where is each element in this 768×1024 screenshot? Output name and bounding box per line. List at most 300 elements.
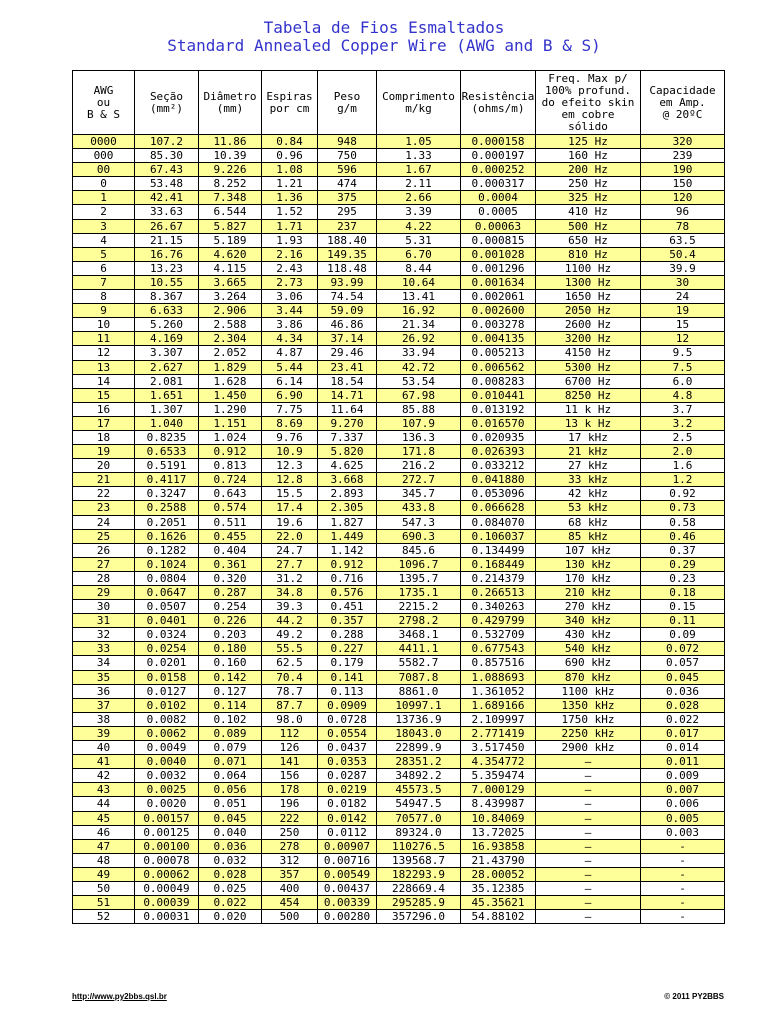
table-row bbox=[73, 402, 725, 416]
cell-freq-max: – bbox=[536, 853, 641, 867]
cell-diametro: 1.024 bbox=[199, 430, 262, 444]
cell-awg: 4 bbox=[73, 233, 135, 247]
cell-comprimento: 6.70 bbox=[377, 247, 461, 261]
cell-espiras: 312 bbox=[262, 853, 318, 867]
cell-awg: 37 bbox=[73, 698, 135, 712]
cell-freq-max: 27 kHz bbox=[536, 459, 641, 473]
cell-awg: 52 bbox=[73, 910, 135, 924]
cell-resistencia: 1.361052 bbox=[461, 684, 536, 698]
cell-comprimento: 7087.8 bbox=[377, 670, 461, 684]
table-row bbox=[73, 332, 725, 346]
table-row bbox=[73, 628, 725, 642]
cell-awg: 6 bbox=[73, 261, 135, 275]
cell-freq-max: 430 kHz bbox=[536, 628, 641, 642]
cell-freq-max: 2250 kHz bbox=[536, 726, 641, 740]
cell-awg: 1 bbox=[73, 191, 135, 205]
cell-awg: 17 bbox=[73, 416, 135, 430]
cell-awg: 28 bbox=[73, 571, 135, 585]
cell-resistencia: 0.000197 bbox=[461, 149, 536, 163]
cell-comprimento: 845.6 bbox=[377, 543, 461, 557]
cell-capacidade: 0.003 bbox=[641, 825, 725, 839]
cell-resistencia: 0.000252 bbox=[461, 163, 536, 177]
cell-diametro: 0.045 bbox=[199, 811, 262, 825]
cell-diametro: 0.142 bbox=[199, 670, 262, 684]
cell-resistencia: 1.689166 bbox=[461, 698, 536, 712]
cell-secao: 0.0025 bbox=[135, 783, 199, 797]
cell-peso: 0.00716 bbox=[318, 853, 377, 867]
cell-peso: 29.46 bbox=[318, 346, 377, 360]
cell-comprimento: 18043.0 bbox=[377, 726, 461, 740]
table-row bbox=[73, 515, 725, 529]
cell-diametro: 0.724 bbox=[199, 473, 262, 487]
cell-capacidade: 320 bbox=[641, 135, 725, 149]
cell-espiras: 2.43 bbox=[262, 261, 318, 275]
cell-resistencia: 7.000129 bbox=[461, 783, 536, 797]
header-line: em Amp. bbox=[659, 95, 706, 109]
cell-espiras: 1.52 bbox=[262, 205, 318, 219]
cell-awg: 21 bbox=[73, 473, 135, 487]
cell-comprimento: 272.7 bbox=[377, 473, 461, 487]
cell-peso: 0.716 bbox=[318, 571, 377, 585]
cell-espiras: 6.14 bbox=[262, 374, 318, 388]
cell-freq-max: 690 kHz bbox=[536, 656, 641, 670]
cell-diametro: 0.025 bbox=[199, 881, 262, 895]
cell-comprimento: 13736.9 bbox=[377, 712, 461, 726]
header-line: (mm²) bbox=[149, 101, 184, 115]
cell-awg: 47 bbox=[73, 839, 135, 853]
cell-peso: 295 bbox=[318, 205, 377, 219]
cell-secao: 26.67 bbox=[135, 219, 199, 233]
table-row bbox=[73, 712, 725, 726]
cell-resistencia: 0.026393 bbox=[461, 445, 536, 459]
cell-diametro: 11.86 bbox=[199, 135, 262, 149]
cell-awg: 0 bbox=[73, 177, 135, 191]
table-row bbox=[73, 867, 725, 881]
cell-diametro: 0.203 bbox=[199, 628, 262, 642]
cell-capacidade: 3.7 bbox=[641, 402, 725, 416]
footer-copyright: © 2011 PY2BBS bbox=[664, 992, 724, 1001]
cell-peso: 0.912 bbox=[318, 557, 377, 571]
cell-peso: 0.0909 bbox=[318, 698, 377, 712]
cell-secao: 4.169 bbox=[135, 332, 199, 346]
cell-awg: 41 bbox=[73, 755, 135, 769]
cell-freq-max: 4150 Hz bbox=[536, 346, 641, 360]
cell-comprimento: 34892.2 bbox=[377, 769, 461, 783]
cell-diametro: 2.304 bbox=[199, 332, 262, 346]
cell-peso: 0.0554 bbox=[318, 726, 377, 740]
cell-freq-max: 21 kHz bbox=[536, 445, 641, 459]
cell-resistencia: 0.002061 bbox=[461, 290, 536, 304]
table-row bbox=[73, 543, 725, 557]
cell-awg: 00 bbox=[73, 163, 135, 177]
cell-comprimento: 2.11 bbox=[377, 177, 461, 191]
cell-diametro: 9.226 bbox=[199, 163, 262, 177]
cell-resistencia: 45.35621 bbox=[461, 896, 536, 910]
header-line: 100% profund. bbox=[544, 83, 632, 97]
cell-secao: 0.0158 bbox=[135, 670, 199, 684]
cell-espiras: 400 bbox=[262, 881, 318, 895]
cell-capacidade: 96 bbox=[641, 205, 725, 219]
header-secao bbox=[135, 71, 199, 135]
cell-freq-max: 11 k Hz bbox=[536, 402, 641, 416]
cell-freq-max: 1100 Hz bbox=[536, 261, 641, 275]
cell-espiras: 12.3 bbox=[262, 459, 318, 473]
cell-comprimento: 171.8 bbox=[377, 445, 461, 459]
header-line: Capacidade bbox=[649, 83, 716, 97]
header-awg bbox=[73, 71, 135, 135]
cell-comprimento: 10.64 bbox=[377, 275, 461, 289]
cell-espiras: 1.36 bbox=[262, 191, 318, 205]
cell-peso: 0.0182 bbox=[318, 797, 377, 811]
cell-freq-max: 13 k Hz bbox=[536, 416, 641, 430]
cell-espiras: 70.4 bbox=[262, 670, 318, 684]
cell-comprimento: 33.94 bbox=[377, 346, 461, 360]
cell-capacidade: 0.09 bbox=[641, 628, 725, 642]
cell-peso: 0.227 bbox=[318, 642, 377, 656]
cell-awg: 40 bbox=[73, 741, 135, 755]
table-row bbox=[73, 642, 725, 656]
header-line: Peso bbox=[333, 89, 361, 103]
table-row bbox=[73, 416, 725, 430]
cell-freq-max: – bbox=[536, 769, 641, 783]
cell-espiras: 17.4 bbox=[262, 501, 318, 515]
cell-freq-max: 68 kHz bbox=[536, 515, 641, 529]
table-row bbox=[73, 783, 725, 797]
cell-capacidade: - bbox=[641, 867, 725, 881]
cell-awg: 44 bbox=[73, 797, 135, 811]
cell-comprimento: 85.88 bbox=[377, 402, 461, 416]
cell-espiras: 9.76 bbox=[262, 430, 318, 444]
cell-capacidade: 0.057 bbox=[641, 656, 725, 670]
header-line: AWG bbox=[93, 83, 114, 97]
footer-link[interactable]: http://www.py2bbs.qsl.br bbox=[72, 992, 167, 1001]
cell-peso: 0.576 bbox=[318, 586, 377, 600]
cell-espiras: 55.5 bbox=[262, 642, 318, 656]
cell-peso: 9.270 bbox=[318, 416, 377, 430]
cell-freq-max: 650 Hz bbox=[536, 233, 641, 247]
cell-capacidade: 2.5 bbox=[641, 430, 725, 444]
cell-secao: 67.43 bbox=[135, 163, 199, 177]
cell-resistencia: 0.001296 bbox=[461, 261, 536, 275]
cell-comprimento: 357296.0 bbox=[377, 910, 461, 924]
table-row bbox=[73, 247, 725, 261]
cell-diametro: 5.827 bbox=[199, 219, 262, 233]
cell-diametro: 1.829 bbox=[199, 360, 262, 374]
cell-diametro: 0.032 bbox=[199, 853, 262, 867]
cell-awg: 8 bbox=[73, 290, 135, 304]
cell-capacidade: 50.4 bbox=[641, 247, 725, 261]
header-line: sólido bbox=[568, 119, 608, 133]
cell-secao: 0.0032 bbox=[135, 769, 199, 783]
cell-comprimento: 70577.0 bbox=[377, 811, 461, 825]
cell-diametro: 0.912 bbox=[199, 445, 262, 459]
cell-peso: 149.35 bbox=[318, 247, 377, 261]
table-row bbox=[73, 290, 725, 304]
cell-secao: 0.0102 bbox=[135, 698, 199, 712]
cell-peso: 0.179 bbox=[318, 656, 377, 670]
cell-freq-max: 2050 Hz bbox=[536, 304, 641, 318]
cell-capacidade: - bbox=[641, 839, 725, 853]
cell-peso: 0.0287 bbox=[318, 769, 377, 783]
cell-capacidade: 78 bbox=[641, 219, 725, 233]
cell-peso: 0.0353 bbox=[318, 755, 377, 769]
cell-peso: 1.827 bbox=[318, 515, 377, 529]
cell-freq-max: 410 Hz bbox=[536, 205, 641, 219]
cell-freq-max: – bbox=[536, 825, 641, 839]
cell-freq-max: 3200 Hz bbox=[536, 332, 641, 346]
table-header-row bbox=[73, 71, 725, 135]
table-row bbox=[73, 529, 725, 543]
cell-diametro: 7.348 bbox=[199, 191, 262, 205]
cell-espiras: 34.8 bbox=[262, 586, 318, 600]
cell-resistencia: 0.0004 bbox=[461, 191, 536, 205]
cell-capacidade: 0.46 bbox=[641, 529, 725, 543]
cell-comprimento: 5.31 bbox=[377, 233, 461, 247]
cell-capacidade: 0.009 bbox=[641, 769, 725, 783]
cell-capacidade: 0.006 bbox=[641, 797, 725, 811]
header-line: m/kg bbox=[405, 101, 432, 115]
cell-secao: 0.00157 bbox=[135, 811, 199, 825]
table-row bbox=[73, 318, 725, 332]
cell-freq-max: 6700 Hz bbox=[536, 374, 641, 388]
cell-secao: 0.00062 bbox=[135, 867, 199, 881]
cell-awg: 36 bbox=[73, 684, 135, 698]
cell-peso: 0.288 bbox=[318, 628, 377, 642]
table-row bbox=[73, 430, 725, 444]
cell-freq-max: 540 kHz bbox=[536, 642, 641, 656]
cell-comprimento: 8861.0 bbox=[377, 684, 461, 698]
cell-peso: 0.00549 bbox=[318, 867, 377, 881]
cell-diametro: 2.052 bbox=[199, 346, 262, 360]
cell-secao: 0.0020 bbox=[135, 797, 199, 811]
cell-espiras: 4.34 bbox=[262, 332, 318, 346]
cell-diametro: 0.455 bbox=[199, 529, 262, 543]
header-peso bbox=[318, 71, 377, 135]
cell-peso: 474 bbox=[318, 177, 377, 191]
cell-freq-max: 870 kHz bbox=[536, 670, 641, 684]
table-row bbox=[73, 149, 725, 163]
cell-peso: 750 bbox=[318, 149, 377, 163]
cell-espiras: 2.73 bbox=[262, 275, 318, 289]
cell-freq-max: 85 kHz bbox=[536, 529, 641, 543]
cell-comprimento: 136.3 bbox=[377, 430, 461, 444]
cell-resistencia: 3.517450 bbox=[461, 741, 536, 755]
cell-espiras: 126 bbox=[262, 741, 318, 755]
cell-freq-max: – bbox=[536, 867, 641, 881]
cell-comprimento: 1.33 bbox=[377, 149, 461, 163]
cell-espiras: 222 bbox=[262, 811, 318, 825]
cell-diametro: 0.051 bbox=[199, 797, 262, 811]
cell-peso: 3.668 bbox=[318, 473, 377, 487]
cell-espiras: 196 bbox=[262, 797, 318, 811]
header-line: Resistência bbox=[461, 89, 535, 103]
cell-secao: 53.48 bbox=[135, 177, 199, 191]
cell-resistencia: 0.532709 bbox=[461, 628, 536, 642]
cell-awg: 0000 bbox=[73, 135, 135, 149]
cell-comprimento: 110276.5 bbox=[377, 839, 461, 853]
cell-capacidade: 0.072 bbox=[641, 642, 725, 656]
cell-espiras: 1.08 bbox=[262, 163, 318, 177]
cell-resistencia: 2.109997 bbox=[461, 712, 536, 726]
cell-awg: 33 bbox=[73, 642, 135, 656]
cell-capacidade: 1.2 bbox=[641, 473, 725, 487]
cell-awg: 20 bbox=[73, 459, 135, 473]
cell-awg: 48 bbox=[73, 853, 135, 867]
cell-capacidade: 0.007 bbox=[641, 783, 725, 797]
cell-capacidade: 0.036 bbox=[641, 684, 725, 698]
cell-espiras: 3.86 bbox=[262, 318, 318, 332]
cell-secao: 2.627 bbox=[135, 360, 199, 374]
cell-freq-max: 53 kHz bbox=[536, 501, 641, 515]
cell-awg: 25 bbox=[73, 529, 135, 543]
cell-peso: 948 bbox=[318, 135, 377, 149]
cell-freq-max: 5300 Hz bbox=[536, 360, 641, 374]
cell-resistencia: 0.00063 bbox=[461, 219, 536, 233]
cell-secao: 1.651 bbox=[135, 388, 199, 402]
cell-awg: 12 bbox=[73, 346, 135, 360]
cell-resistencia: 0.134499 bbox=[461, 543, 536, 557]
cell-capacidade: - bbox=[641, 881, 725, 895]
cell-capacidade: 0.58 bbox=[641, 515, 725, 529]
cell-secao: 0.00031 bbox=[135, 910, 199, 924]
cell-awg: 2 bbox=[73, 205, 135, 219]
cell-espiras: 7.75 bbox=[262, 402, 318, 416]
cell-awg: 32 bbox=[73, 628, 135, 642]
table-row bbox=[73, 726, 725, 740]
cell-resistencia: 0.006562 bbox=[461, 360, 536, 374]
cell-secao: 6.633 bbox=[135, 304, 199, 318]
cell-awg: 29 bbox=[73, 586, 135, 600]
cell-freq-max: – bbox=[536, 910, 641, 924]
cell-resistencia: 35.12385 bbox=[461, 881, 536, 895]
cell-capacidade: 24 bbox=[641, 290, 725, 304]
cell-peso: 0.357 bbox=[318, 614, 377, 628]
cell-comprimento: 45573.5 bbox=[377, 783, 461, 797]
cell-espiras: 141 bbox=[262, 755, 318, 769]
cell-espiras: 0.84 bbox=[262, 135, 318, 149]
cell-espiras: 3.06 bbox=[262, 290, 318, 304]
cell-freq-max: 200 Hz bbox=[536, 163, 641, 177]
table-row bbox=[73, 487, 725, 501]
cell-diametro: 1.450 bbox=[199, 388, 262, 402]
cell-secao: 0.1024 bbox=[135, 557, 199, 571]
cell-resistencia: 0.000317 bbox=[461, 177, 536, 191]
header-line: B & S bbox=[86, 107, 121, 121]
cell-capacidade: 0.005 bbox=[641, 811, 725, 825]
cell-secao: 0.8235 bbox=[135, 430, 199, 444]
cell-diametro: 6.544 bbox=[199, 205, 262, 219]
cell-secao: 10.55 bbox=[135, 275, 199, 289]
cell-resistencia: 0.429799 bbox=[461, 614, 536, 628]
cell-espiras: 24.7 bbox=[262, 543, 318, 557]
cell-secao: 0.4117 bbox=[135, 473, 199, 487]
cell-comprimento: 547.3 bbox=[377, 515, 461, 529]
cell-resistencia: 8.439987 bbox=[461, 797, 536, 811]
table-row bbox=[73, 614, 725, 628]
cell-resistencia: 0.677543 bbox=[461, 642, 536, 656]
cell-secao: 0.0401 bbox=[135, 614, 199, 628]
cell-freq-max: 500 Hz bbox=[536, 219, 641, 233]
cell-comprimento: 3.39 bbox=[377, 205, 461, 219]
cell-peso: 0.00339 bbox=[318, 896, 377, 910]
table-row bbox=[73, 698, 725, 712]
cell-comprimento: 21.34 bbox=[377, 318, 461, 332]
cell-resistencia: 0.084070 bbox=[461, 515, 536, 529]
cell-awg: 18 bbox=[73, 430, 135, 444]
table-row bbox=[73, 586, 725, 600]
table-row bbox=[73, 205, 725, 219]
cell-capacidade: - bbox=[641, 853, 725, 867]
cell-diametro: 0.028 bbox=[199, 867, 262, 881]
cell-peso: 0.113 bbox=[318, 684, 377, 698]
cell-secao: 0.0647 bbox=[135, 586, 199, 600]
cell-resistencia: 0.016570 bbox=[461, 416, 536, 430]
cell-awg: 49 bbox=[73, 867, 135, 881]
cell-secao: 0.3247 bbox=[135, 487, 199, 501]
title-line-2: Standard Annealed Copper Wire (AWG and B & S) bbox=[167, 36, 601, 55]
cell-comprimento: 690.3 bbox=[377, 529, 461, 543]
cell-espiras: 357 bbox=[262, 867, 318, 881]
table-row bbox=[73, 275, 725, 289]
cell-peso: 0.0728 bbox=[318, 712, 377, 726]
cell-freq-max: – bbox=[536, 881, 641, 895]
cell-comprimento: 26.92 bbox=[377, 332, 461, 346]
cell-diametro: 0.022 bbox=[199, 896, 262, 910]
cell-freq-max: – bbox=[536, 755, 641, 769]
table-row bbox=[73, 219, 725, 233]
cell-resistencia: 0.000815 bbox=[461, 233, 536, 247]
table-row bbox=[73, 360, 725, 374]
cell-awg: 31 bbox=[73, 614, 135, 628]
cell-capacidade: - bbox=[641, 896, 725, 910]
cell-capacidade: 0.014 bbox=[641, 741, 725, 755]
cell-espiras: 8.69 bbox=[262, 416, 318, 430]
cell-comprimento: 433.8 bbox=[377, 501, 461, 515]
cell-freq-max: 325 Hz bbox=[536, 191, 641, 205]
cell-comprimento: 5582.7 bbox=[377, 656, 461, 670]
table-row bbox=[73, 473, 725, 487]
cell-comprimento: 295285.9 bbox=[377, 896, 461, 910]
cell-freq-max: 250 Hz bbox=[536, 177, 641, 191]
cell-peso: 188.40 bbox=[318, 233, 377, 247]
cell-comprimento: 53.54 bbox=[377, 374, 461, 388]
cell-secao: 0.00078 bbox=[135, 853, 199, 867]
cell-peso: 59.09 bbox=[318, 304, 377, 318]
cell-espiras: 87.7 bbox=[262, 698, 318, 712]
cell-peso: 4.625 bbox=[318, 459, 377, 473]
cell-peso: 0.141 bbox=[318, 670, 377, 684]
cell-secao: 0.0254 bbox=[135, 642, 199, 656]
cell-secao: 0.00125 bbox=[135, 825, 199, 839]
cell-comprimento: 4.22 bbox=[377, 219, 461, 233]
cell-capacidade: 30 bbox=[641, 275, 725, 289]
cell-freq-max: 2600 Hz bbox=[536, 318, 641, 332]
table-row bbox=[73, 881, 725, 895]
cell-secao: 3.307 bbox=[135, 346, 199, 360]
cell-resistencia: 0.001028 bbox=[461, 247, 536, 261]
cell-freq-max: – bbox=[536, 811, 641, 825]
cell-resistencia: 0.214379 bbox=[461, 571, 536, 585]
cell-diametro: 0.287 bbox=[199, 586, 262, 600]
cell-resistencia: 0.008283 bbox=[461, 374, 536, 388]
cell-awg: 45 bbox=[73, 811, 135, 825]
cell-awg: 16 bbox=[73, 402, 135, 416]
table-row bbox=[73, 825, 725, 839]
cell-resistencia: 10.84069 bbox=[461, 811, 536, 825]
cell-peso: 0.0112 bbox=[318, 825, 377, 839]
cell-resistencia: 0.013192 bbox=[461, 402, 536, 416]
cell-secao: 1.307 bbox=[135, 402, 199, 416]
